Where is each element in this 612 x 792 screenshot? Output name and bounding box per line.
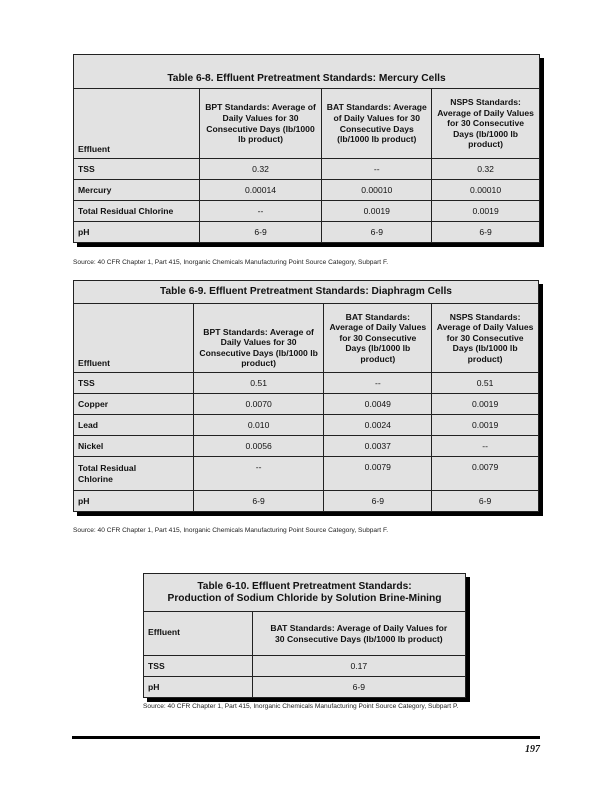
effluent-name: TSS — [74, 159, 200, 180]
effluent-name: pH — [74, 222, 200, 243]
nsps-value: -- — [432, 436, 539, 457]
column-header-nsps: NSPS Standards: Average of Daily Values for 30 Consecutive Days (lb/1000 lb product) — [432, 89, 540, 159]
effluent-name: TSS — [144, 656, 253, 677]
column-header-bat: BAT Standards: Average of Daily Values for 30 Consecutive Days (lb/1000 lb product) — [252, 612, 465, 656]
bpt-value: 0.010 — [193, 415, 324, 436]
bat-value: -- — [324, 373, 432, 394]
bat-value: -- — [322, 159, 432, 180]
nsps-value: 0.0079 — [432, 457, 539, 491]
effluent-name: Total Residual Chlorine — [74, 457, 194, 491]
effluent-name: Nickel — [74, 436, 194, 457]
nsps-value: 6-9 — [432, 491, 539, 512]
table-row — [74, 457, 539, 491]
table-title-line-1: Table 6-10. Effluent Pretreatment Standards: — [197, 580, 412, 592]
effluent-name: Lead — [74, 415, 194, 436]
table-row — [74, 436, 539, 457]
table-title-line-2: Production of Sodium Chloride by Solution Brine-Mining — [167, 592, 442, 604]
table-row — [144, 677, 466, 698]
column-header-effluent: Effluent — [144, 612, 253, 656]
effluent-name: pH — [74, 491, 194, 512]
bat-value: 0.0079 — [324, 457, 432, 491]
table-row — [74, 159, 540, 180]
nsps-value: 0.0019 — [432, 415, 539, 436]
table-row — [144, 656, 466, 677]
bpt-value: -- — [199, 201, 322, 222]
bat-value: 6-9 — [252, 677, 465, 698]
nsps-value: 0.51 — [432, 373, 539, 394]
nsps-value: 0.0019 — [432, 394, 539, 415]
table-row — [74, 415, 539, 436]
bpt-value: 0.0070 — [193, 394, 324, 415]
table-row — [74, 180, 540, 201]
table-title: Table 6-8. Effluent Pretreatment Standards: Mercury Cells — [74, 55, 540, 89]
effluent-name: Total Residual Chlorine — [74, 201, 200, 222]
table-row — [74, 373, 539, 394]
table-6-8 — [73, 54, 540, 243]
nsps-value: 0.32 — [432, 159, 540, 180]
bat-value: 0.17 — [252, 656, 465, 677]
bpt-value: 6-9 — [199, 222, 322, 243]
table-title: Table 6-9. Effluent Pretreatment Standards: Diaphragm Cells — [74, 281, 539, 304]
bpt-value: -- — [193, 457, 324, 491]
bpt-value: 0.00014 — [199, 180, 322, 201]
column-header-bpt: BPT Standards: Average of Daily Values for 30 Consecutive Days (lb/1000 lb product) — [199, 89, 322, 159]
table-title — [144, 574, 466, 612]
column-header-bpt: BPT Standards: Average of Daily Values for 30 Consecutive Days (lb/1000 lb product) — [193, 304, 324, 373]
effluent-name: TSS — [74, 373, 194, 394]
table-row — [74, 222, 540, 243]
bat-value: 6-9 — [324, 491, 432, 512]
bpt-value: 0.32 — [199, 159, 322, 180]
bat-value: 6-9 — [322, 222, 432, 243]
bat-value: 0.0037 — [324, 436, 432, 457]
nsps-value: 0.0019 — [432, 201, 540, 222]
column-header-effluent: Effluent — [74, 89, 200, 159]
column-header-bat: BAT Standards: Average of Daily Values for 30 Consecutive Days (lb/1000 lb product) — [324, 304, 432, 373]
column-header-nsps: NSPS Standards: Average of Daily Values for 30 Consecutive Days (lb/1000 lb product) — [432, 304, 539, 373]
table-row — [74, 491, 539, 512]
column-header-effluent: Effluent — [74, 304, 194, 373]
table-row — [74, 394, 539, 415]
footer-rule — [72, 736, 540, 739]
column-header-bat: BAT Standards: Average of Daily Values for 30 Consecutive Days (lb/1000 lb product) — [322, 89, 432, 159]
table-source-note: Source: 40 CFR Chapter 1, Part 415, Inorganic Chemicals Manufacturing Point Source Category, Subpart P. — [143, 703, 459, 710]
nsps-value: 6-9 — [432, 222, 540, 243]
bat-value: 0.0024 — [324, 415, 432, 436]
bat-value: 0.0019 — [322, 201, 432, 222]
bpt-value: 0.51 — [193, 373, 324, 394]
table-source-note: Source: 40 CFR Chapter 1, Part 415, Inorganic Chemicals Manufacturing Point Source Category, Subpart F. — [73, 527, 389, 534]
bpt-value: 6-9 — [193, 491, 324, 512]
bat-value: 0.0049 — [324, 394, 432, 415]
table-6-9 — [73, 280, 539, 512]
nsps-value: 0.00010 — [432, 180, 540, 201]
bat-value: 0.00010 — [322, 180, 432, 201]
effluent-name: pH — [144, 677, 253, 698]
effluent-name: Copper — [74, 394, 194, 415]
effluent-name: Mercury — [74, 180, 200, 201]
bpt-value: 0.0056 — [193, 436, 324, 457]
table-source-note: Source: 40 CFR Chapter 1, Part 415, Inorganic Chemicals Manufacturing Point Source Category, Subpart F. — [73, 259, 389, 266]
table-row — [74, 201, 540, 222]
table-6-10 — [143, 573, 466, 698]
page-number: 197 — [525, 744, 540, 755]
